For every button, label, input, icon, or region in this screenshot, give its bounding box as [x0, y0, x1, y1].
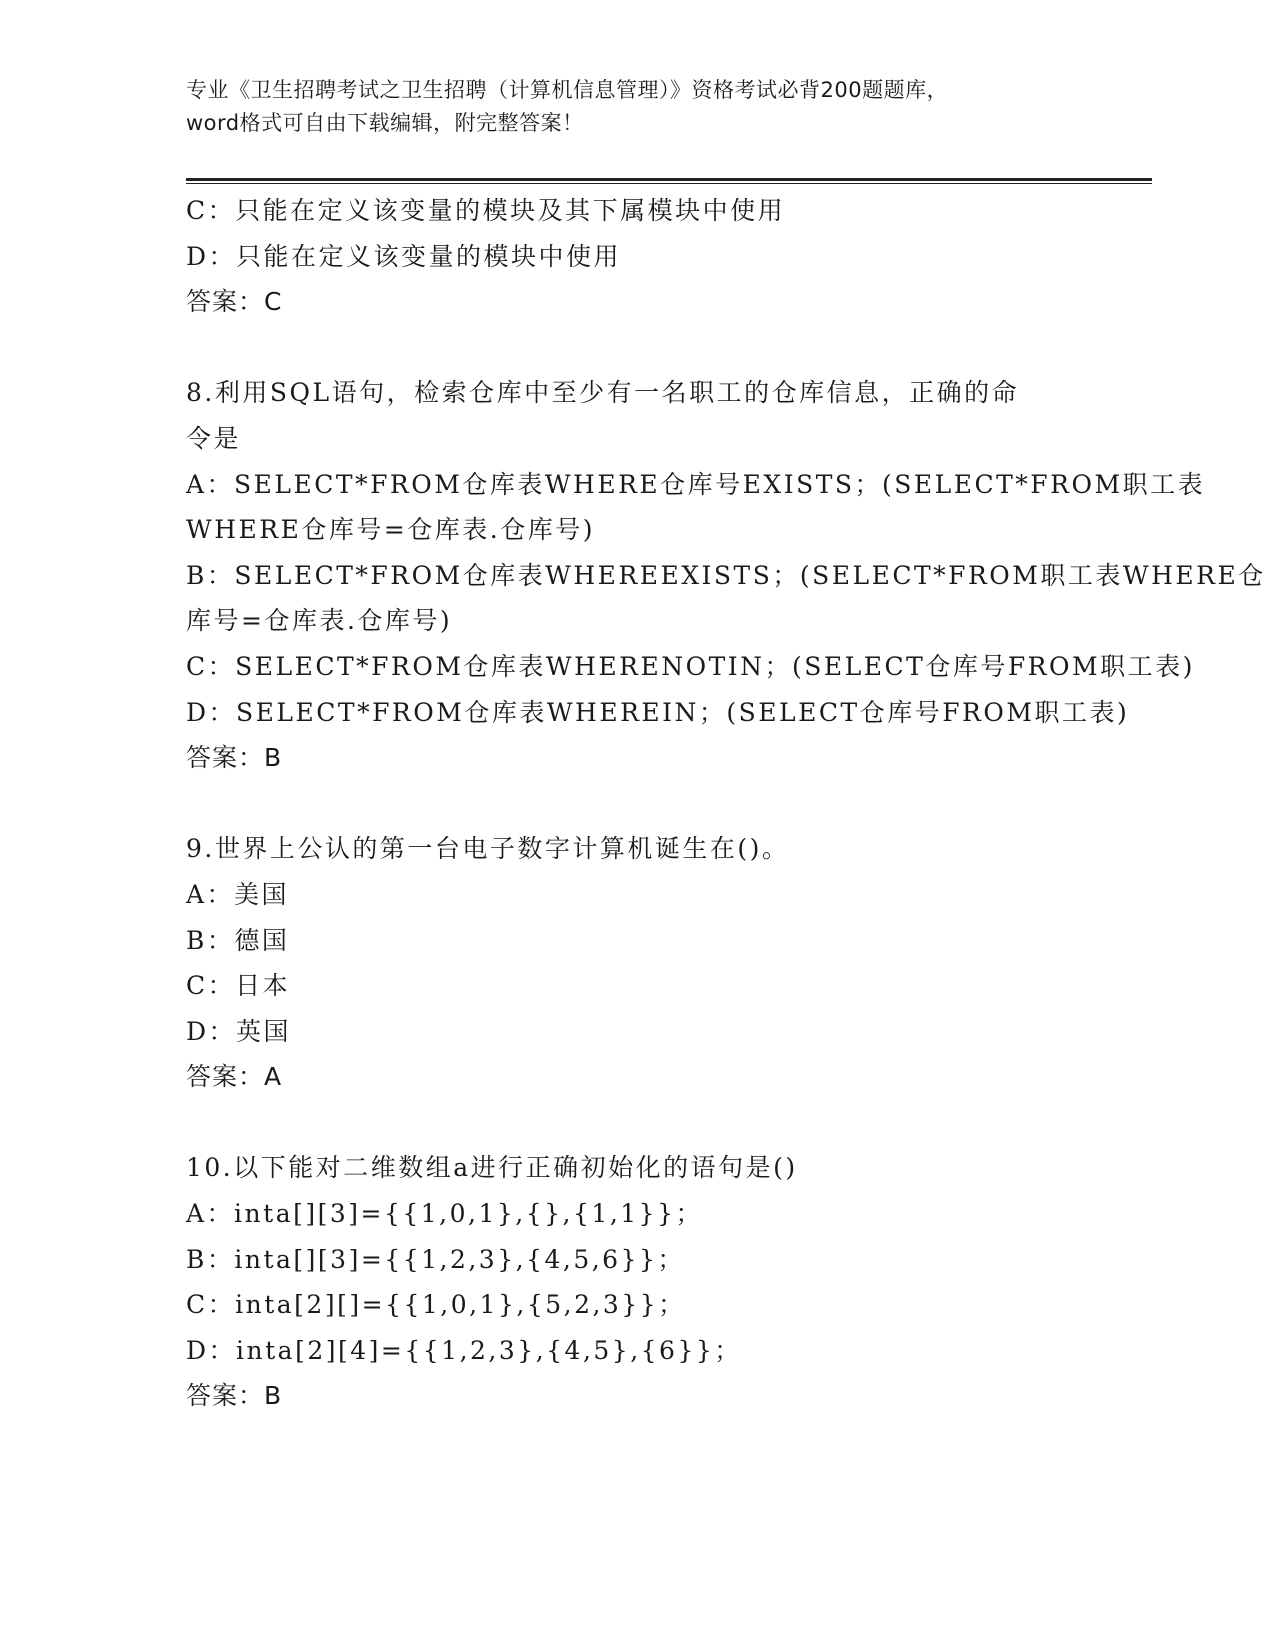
question-8-stem: 8.利用SQL语句，检索仓库中至少有一名职工的仓库信息，正确的命 [186, 378, 1020, 408]
question-8-option-a: A：SELECT*FROM仓库表WHERE仓库号EXISTS；(SELECT*FROM职工表 [186, 469, 1206, 499]
question-8-option-d: D：SELECT*FROM仓库表WHEREIN；(SELECT仓库号FROM职工表) [186, 697, 1130, 727]
header-divider-thin [186, 183, 1152, 184]
question-9-stem: 9.世界上公认的第一台电子数字计算机诞生在()。 [186, 834, 790, 864]
question-9-option-d: D：英国 [186, 1016, 292, 1046]
answer: 答案：C [186, 287, 283, 317]
spacer [186, 1100, 1126, 1146]
question-list [186, 188, 1266, 1419]
spacer [186, 325, 1126, 371]
question-9-option-a: A：美国 [186, 879, 290, 909]
question-10-option-d: D：inta[2][4]={{1,2,3},{4,5},{6}}； [186, 1335, 742, 1365]
question-9-option-c: C：日本 [186, 971, 291, 1001]
question-8-stem-cont: 令是 [186, 423, 242, 453]
question-8-option-b-cont: 库号=仓库表.仓库号) [186, 606, 453, 636]
question-9-option-b: B：德国 [186, 925, 290, 955]
question-10-answer: 答案：B [186, 1381, 283, 1411]
question-10-option-c: C：inta[2][]={{1,0,1},{5,2,3}}； [186, 1290, 686, 1320]
question-10-option-a: A：inta[][3]={{1,0,1},{},{1,1}}； [186, 1199, 703, 1229]
option-c: C：只能在定义该变量的模块及其下属模块中使用 [186, 196, 786, 225]
question-9-answer: 答案：A [186, 1062, 283, 1092]
spacer [186, 781, 1126, 827]
header-divider-thick [186, 178, 1152, 181]
header-title-line-1: 专业《卫生招聘考试之卫生招聘（计算机信息管理）》资格考试必背200题题库， [186, 78, 949, 102]
option-d: D：只能在定义该变量的模块中使用 [186, 241, 622, 271]
question-8-option-a-cont: WHERE仓库号=仓库表.仓库号) [186, 515, 595, 545]
question-10-stem: 10.以下能对二维数组a进行正确初始化的语句是() [186, 1153, 798, 1183]
question-8-answer: 答案：B [186, 743, 283, 773]
header-title-line-2: word格式可自由下载编辑，附完整答案！ [186, 111, 584, 135]
question-8-option-c: C：SELECT*FROM仓库表WHERENOTIN；(SELECT仓库号FROM职工表) [186, 651, 1195, 681]
question-10-option-b: B：inta[][3]={{1,2,3},{4,5,6}}； [186, 1244, 685, 1274]
question-8-option-b: B：SELECT*FROM仓库表WHEREEXISTS；(SELECT*FROM职工表WHERE仓 [186, 560, 1266, 590]
document-header [186, 74, 1106, 140]
